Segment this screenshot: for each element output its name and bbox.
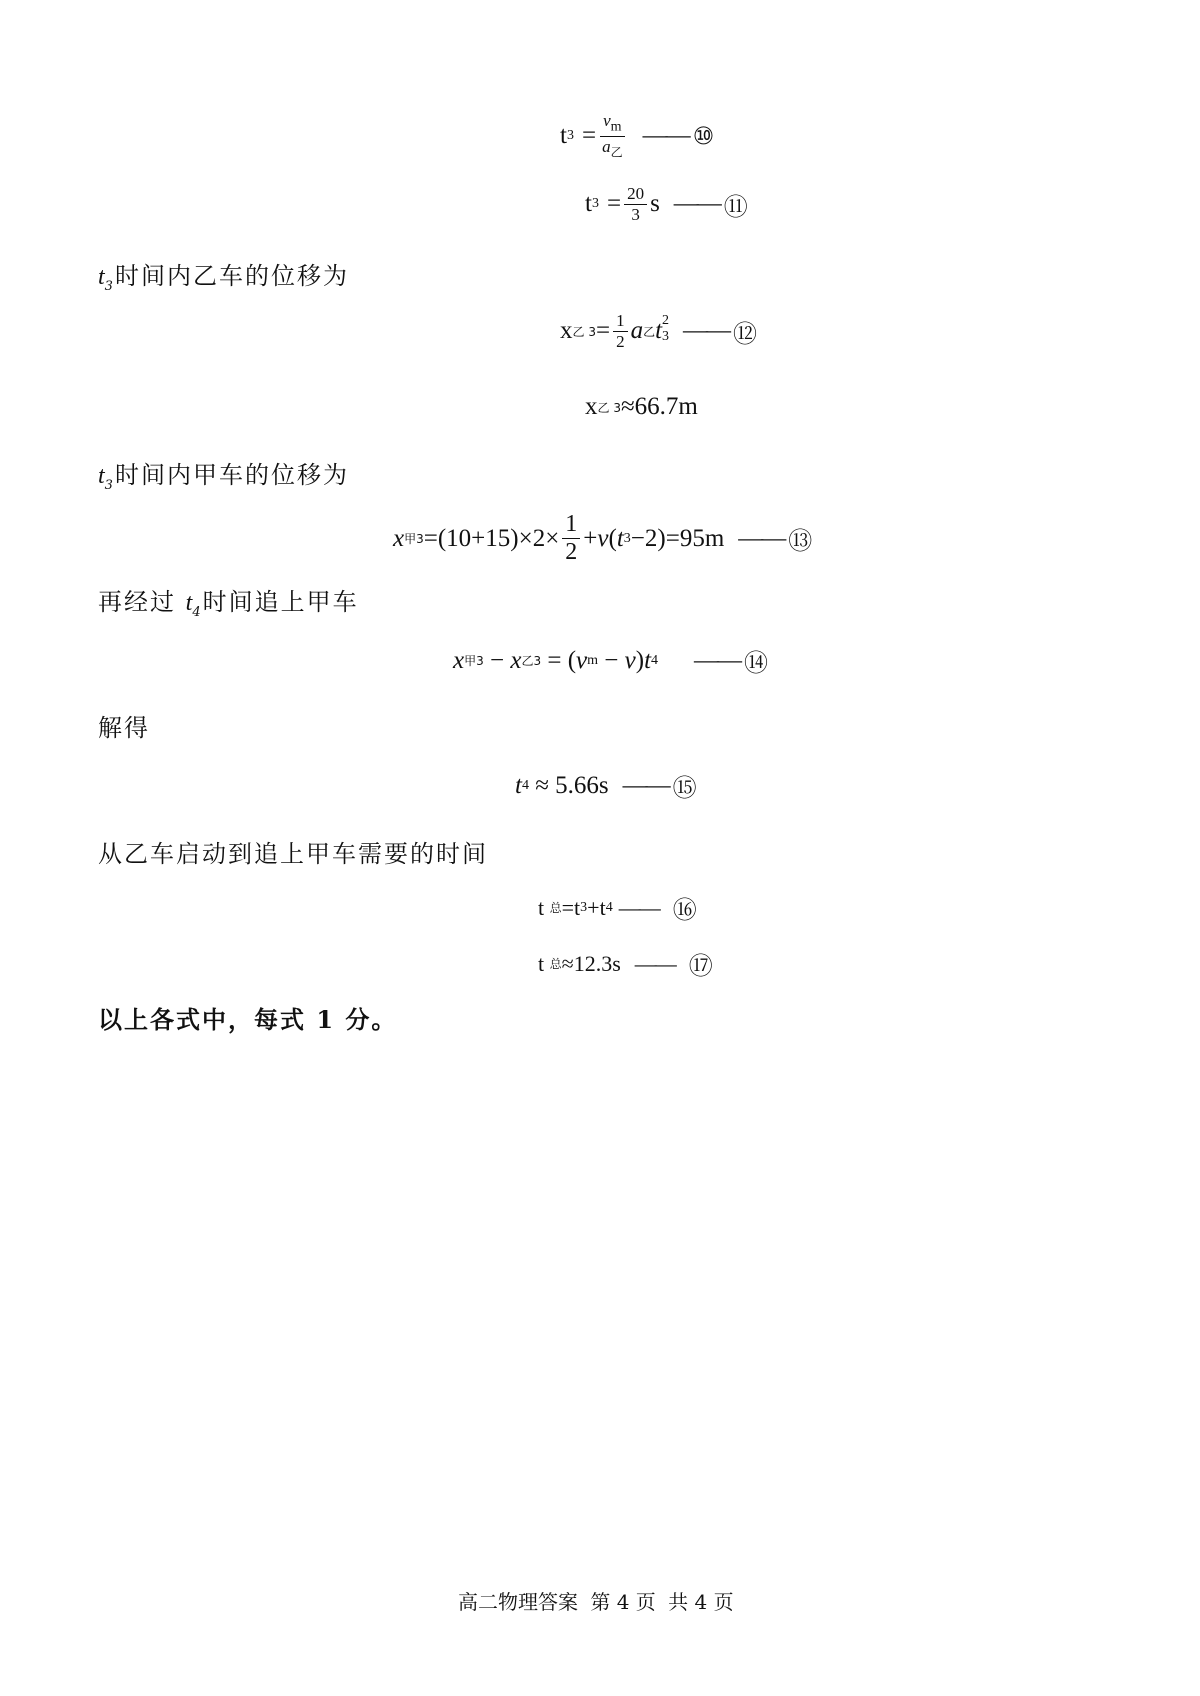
footer-title: 高二物理答案 xyxy=(458,1590,578,1614)
equation-number: ⑪ xyxy=(723,192,748,221)
footer-total-pages: 共 4 页 xyxy=(668,1590,734,1614)
equation-11: t 3 = $\frac{20}{3}$ s —— ⑪ xyxy=(585,184,748,224)
paragraph: $t_3$时间内乙车的位移为 xyxy=(98,262,349,294)
paragraph: 解得 xyxy=(98,714,150,742)
equation-12: x 乙 3 = $\frac{1}{2}$ a 乙 t 2 3 —— ⑫ xyxy=(560,311,758,351)
equation-15: t 4 ≈ 5.66s —— ⑮ xyxy=(515,768,697,803)
page-footer xyxy=(458,1586,734,1615)
equation-12-result: x 乙 3 ≈66.7m xyxy=(585,393,698,420)
paragraph: $t_3$时间内甲车的位移为 xyxy=(98,461,349,493)
equation-number: ⑮ xyxy=(672,774,697,802)
equation-number: ⑰ xyxy=(688,952,713,980)
equation-16: t 总 =t 3 +t 4 —— ⑯ xyxy=(538,890,697,925)
equation-number: ⑫ xyxy=(733,319,758,348)
equation-10: t 3 = $\frac{v_m}{a_乙}$ —— ⑩ xyxy=(560,111,715,160)
equation-13: x 甲3 =(10+15)×2× $\frac{1}{2}$ + v ( t 3 −2)=95m —— ⑬ xyxy=(393,511,813,566)
fraction: $\frac{v_m}{a_乙}$ xyxy=(602,111,623,160)
scoring-note: 以上各式中，每式 1 分。 xyxy=(98,1005,398,1034)
equation-17: t 总 ≈12.3s —— ⑰ xyxy=(538,946,713,981)
equation-14: x 甲3 − x 乙3 = ( v m − v ) t 4 —— ⑭ xyxy=(453,643,768,678)
paragraph: 再经过 $t_4$时间追上甲车 xyxy=(98,588,359,620)
fraction: $\frac{20}{3}$ xyxy=(624,185,647,224)
equation-number: ⑯ xyxy=(672,896,697,924)
equation-number: ⑬ xyxy=(788,527,813,556)
equation-number: ⑩ xyxy=(692,121,715,150)
footer-page-number: 第 4 页 xyxy=(590,1590,656,1614)
paragraph: 从乙车启动到追上甲车需要的时间 xyxy=(98,840,488,868)
fraction: $\frac{1}{2}$ xyxy=(562,512,580,565)
equation-number: ⑭ xyxy=(744,649,769,677)
fraction: $\frac{1}{2}$ xyxy=(613,312,628,351)
